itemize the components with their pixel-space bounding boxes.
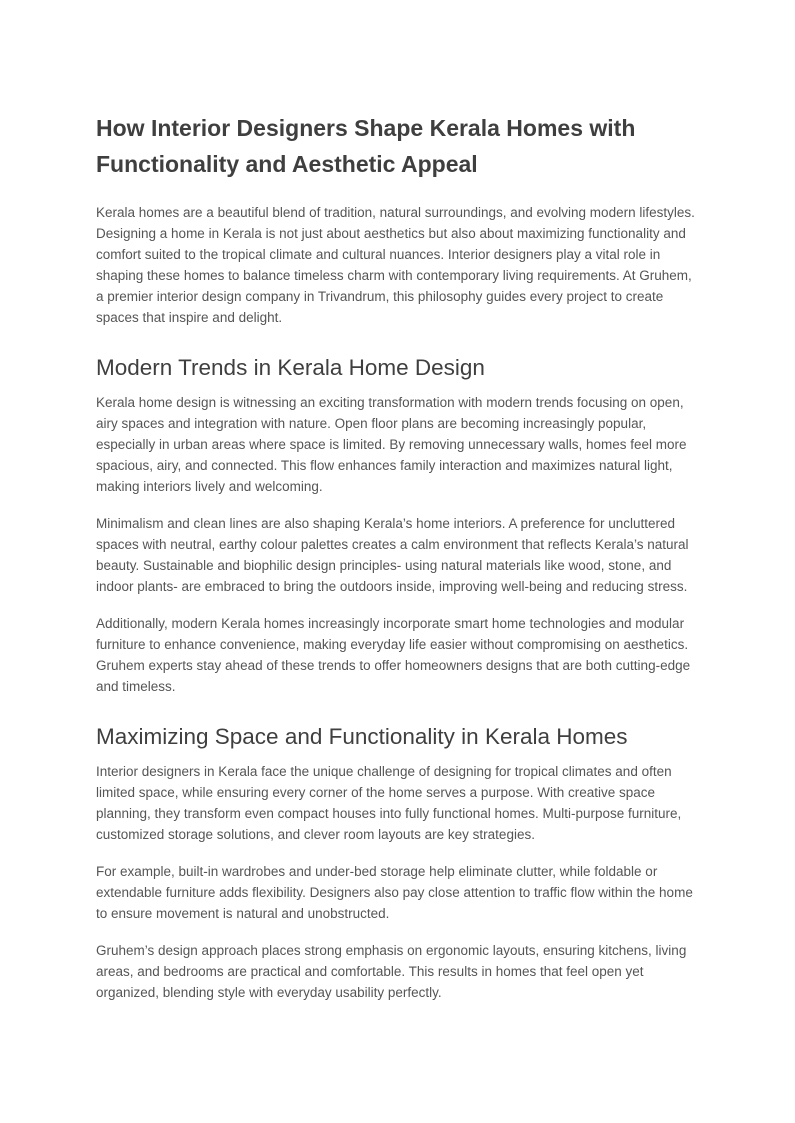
body-paragraph: Gruhem’s design approach places strong emphasis on ergonomic layouts, ensuring kitchens, living areas, and bedrooms are practical and comfortable. This results in homes that feel open yet organized, blending style with everyday usability perfectly. <box>96 943 687 1000</box>
section-modern-trends <box>96 352 701 697</box>
section-heading: Maximizing Space and Functionality in Kerala Homes <box>96 724 628 749</box>
body-paragraph: Minimalism and clean lines are also shaping Kerala’s home interiors. A preference for uncluttered spaces with neutral, earthy colour palettes creates a calm environment that reflects Kerala’s natural beauty. Sustainable and biophilic design principles- using natural materials like wood, stone, and indoor plants- are embraced to bring the outdoors inside, improving well-being and reducing stress. <box>96 516 689 594</box>
page-title: How Interior Designers Shape Kerala Homes with Functionality and Aesthetic Appeal <box>96 115 636 177</box>
section-heading: Modern Trends in Kerala Home Design <box>96 355 485 380</box>
section-maximizing-space <box>96 721 701 1003</box>
body-paragraph: Interior designers in Kerala face the unique challenge of designing for tropical climates and often limited space, while ensuring every corner of the home serves a purpose. With creative space planning, they transform even compact houses into fully functional homes. Multi-purpose furniture, customized storage solutions, and clever room layouts are key strategies. <box>96 764 682 842</box>
body-paragraph: For example, built-in wardrobes and under-bed storage help eliminate clutter, while foldable or extendable furniture adds flexibility. Designers also pay close attention to traffic flow within the home to ensure movement is natural and unobstructed. <box>96 864 693 921</box>
document-page <box>96 110 701 1019</box>
body-paragraph: Kerala home design is witnessing an exciting transformation with modern trends focusing on open, airy spaces and integration with nature. Open floor plans are becoming increasingly popular, especially in urban areas where space is limited. By removing unnecessary walls, homes feel more spacious, airy, and connected. This flow enhances family interaction and maximizes natural light, making interiors lively and welcoming. <box>96 395 687 494</box>
body-paragraph: Additionally, modern Kerala homes increasingly incorporate smart home technologies and modular furniture to enhance convenience, making everyday life easier without compromising on aesthetics. Gruhem experts stay ahead of these trends to offer homeowners designs that are both cutting-edge and timeless. <box>96 616 691 694</box>
intro-paragraph: Kerala homes are a beautiful blend of tradition, natural surroundings, and evolving modern lifestyles. Designing a home in Kerala is not just about aesthetics but also about maximizing functionality and comfort suited to the tropical climate and cultural nuances. Interior designers play a vital role in shaping these homes to balance timeless charm with contemporary living requirements. At Gruhem, a premier interior design company in Trivandrum, this philosophy guides every project to create spaces that inspire and delight. <box>96 205 695 325</box>
